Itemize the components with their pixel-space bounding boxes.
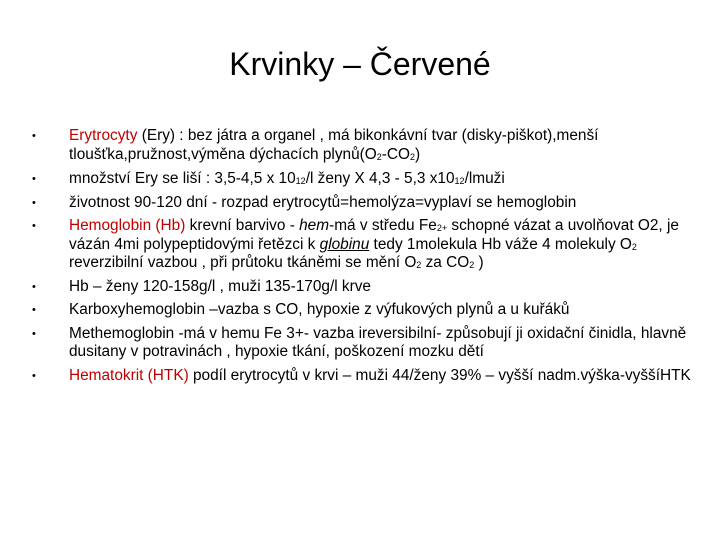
bullet-icon: • [32, 304, 36, 316]
bullet-item [32, 325, 692, 362]
text-run: reverzibilní vazbou , při průtoku tkáněmi se mění O [69, 254, 417, 271]
bullet-icon: • [32, 280, 36, 293]
bullet-icon: • [32, 220, 36, 232]
bullet-item [32, 301, 692, 320]
text-run: za CO [421, 254, 470, 271]
bullet-item [32, 278, 692, 297]
bullet-icon: • [32, 369, 36, 382]
highlighted-term: Hematokrit (HTK) [69, 366, 189, 384]
bullet-item [32, 127, 692, 164]
text-run: Methemoglobin -má v hemu Fe 3+- vazba ireversibilní- způsobují ji oxidační činidla, hlavně dusitany v potravinách , hypoxie tkání, poškození mozku dětí [69, 324, 687, 360]
text-run: schopné vázat a uvolňovat O2, je vázán 4mi polypeptidovými řetězci k [69, 217, 679, 253]
text-run: 2 [631, 241, 637, 252]
bullet-icon: • [32, 196, 36, 209]
text-run: tedy 1molekula Hb váže 4 molekuly O [369, 235, 632, 253]
bullet-item [32, 217, 692, 273]
bullet-icon: • [32, 327, 36, 340]
bullet-text [69, 367, 691, 384]
text-run: životnost 90-120 dní - rozpad erytrocytů=hemolýza=vyplaví se hemoglobin [69, 193, 577, 211]
text-run: /l ženy X 4,3 - 5,3 x10 [305, 170, 455, 187]
text-run: Karboxyhemoglobin –vazba s CO, hypoxie z výfukových plynů a u kuřáků [69, 301, 570, 318]
bullet-text [69, 325, 686, 361]
text-run: 2 [469, 260, 475, 270]
bullet-item [32, 367, 692, 386]
bullet-icon: • [32, 173, 36, 185]
text-run: /lmuži [464, 170, 505, 187]
text-run: 2 [416, 260, 422, 270]
bullet-list [32, 127, 692, 385]
text-run: podíl erytrocytů v krvi – muži 44/ženy 39% – vyšší nadm.výška-vyššíHTK [188, 366, 691, 384]
bullet-text [69, 278, 371, 295]
text-run: množství Ery se liší : 3,5-4,5 x 10 [69, 170, 296, 187]
bullet-text [69, 194, 576, 211]
text-run: ) [415, 145, 421, 163]
bullet-text [69, 217, 679, 271]
highlighted-term: Erytrocyty [69, 127, 138, 144]
bullet-text [69, 170, 505, 187]
text-run: 2 [376, 151, 382, 162]
bullet-icon: • [32, 130, 36, 142]
text-run: (Ery) : bez játra a organel , má bikonkávní tvar (disky-piškot),menší tloušťka,pružnost,výměna dýchacích plynů(O [69, 127, 599, 163]
bullet-item [32, 194, 692, 213]
text-run: 2+ [436, 223, 448, 233]
bullet-text [69, 301, 569, 318]
text-run: -CO [381, 145, 410, 163]
text-run: 12 [295, 176, 306, 186]
text-run: 2 [409, 151, 415, 162]
text-run: -má v středu Fe [329, 217, 437, 234]
text-run: krevní barvivo - [185, 217, 300, 234]
text-run: Hb – ženy 120-158g/l , muži 135-170g/l krve [69, 277, 371, 295]
slide-title: Krvinky – Červené [229, 46, 491, 82]
text-run: ) [474, 254, 484, 271]
bullet-text [69, 127, 598, 163]
bullet-item [32, 170, 692, 189]
text-run: globinu [319, 235, 370, 253]
text-run: 12 [454, 176, 465, 186]
highlighted-term: Hemoglobin (Hb) [69, 217, 186, 234]
text-run: hem [299, 217, 330, 234]
